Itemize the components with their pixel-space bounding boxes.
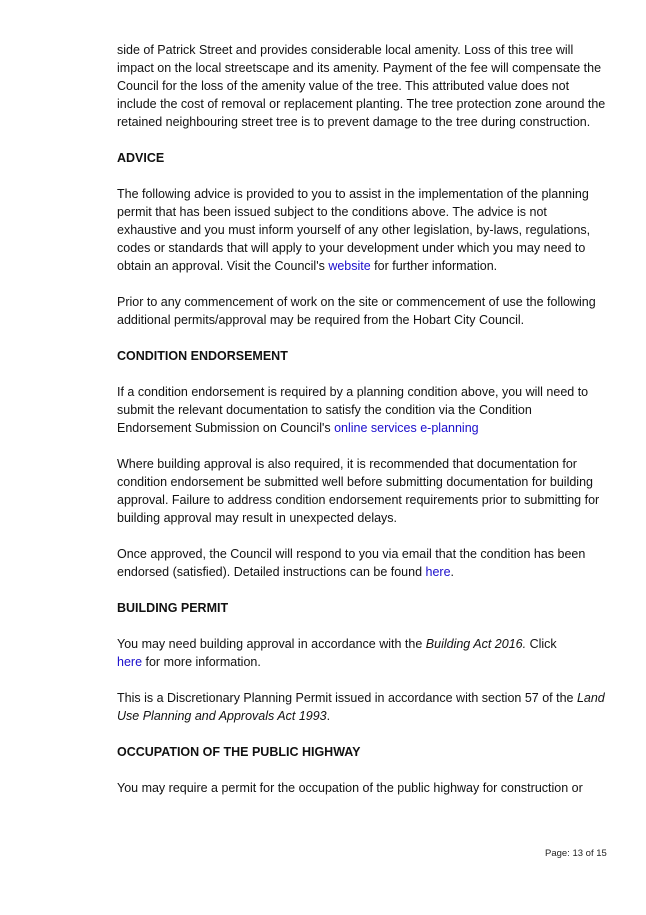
paragraph-discretionary-permit [117, 689, 607, 725]
instructions-here-link[interactable]: here [425, 565, 451, 579]
paragraph-tree-amenity: side of Patrick Street and provides considerable local amenity. Loss of this tree will impact on the local streetscape and its amenity. Payment of the fee will compensate the Council for the loss of the amenity value of the tree. This attributed value does not include the cost of removal or replacement planting. The tree protection zone around the retained neighbouring street tree is to prevent damage to the tree during construction. [117, 43, 606, 129]
building-text-1: You may need building approval in accordance with the [117, 637, 426, 651]
condition-text-3: Once approved, the Council will respond to you via email that the condition has been endorsed (satisfied). Detailed instructions can be found [117, 547, 586, 579]
paragraph-building-approval [117, 635, 607, 671]
condition-text-1: If a condition endorsement is required by a planning condition above, you will need to submit the relevant documentation to satisfy the condition via the Condition Endorsement Submission on Council's [117, 385, 589, 435]
paragraph-occupation: You may require a permit for the occupation of the public highway for construction or [117, 781, 583, 795]
advice-text-2: for further information. [370, 259, 498, 273]
paragraph-advice-permits: Prior to any commencement of work on the site or commencement of use the following additional permits/approval may be required from the Hobart City Council. [117, 295, 596, 327]
paragraph-condition-submit [117, 383, 607, 437]
building-act-title: Building Act 2016. [425, 637, 527, 651]
paragraph-condition-building: Where building approval is also required, it is recommended that documentation for condition endorsement be submitted well before submitting documentation for building approval. Failure to address condition endorsement requirements prior to submitting for building approval may result in unexpected delays. [117, 457, 600, 525]
planning-act-title: Land Use Planning and Approvals Act 1993 [117, 691, 605, 723]
online-services-link[interactable]: online services e-planning [334, 421, 479, 435]
website-link[interactable]: website [328, 259, 371, 273]
building-text-2: Click [526, 637, 557, 651]
paragraph-condition-approved [117, 545, 607, 581]
condition-text-3b: . [450, 565, 455, 579]
heading-occupation-highway: OCCUPATION OF THE PUBLIC HIGHWAY [117, 745, 361, 759]
building-text-5: . [326, 709, 331, 723]
heading-building-permit: BUILDING PERMIT [117, 601, 229, 615]
heading-condition-endorsement: CONDITION ENDORSEMENT [117, 349, 288, 363]
building-here-link[interactable]: here [117, 655, 143, 669]
paragraph-advice-intro [117, 185, 607, 275]
heading-advice: ADVICE [117, 151, 165, 165]
building-text-4: This is a Discretionary Planning Permit issued in accordance with section 57 of the [117, 691, 577, 705]
building-text-3: for more information. [142, 655, 261, 669]
advice-text-1: The following advice is provided to you to assist in the implementation of the planning permit that has been issued subject to the conditions above. The advice is not exhaustive and you must inform yourself of any other legislation, by-laws, regulations, codes or standards that will apply to your development under which you may need to obtain an approval. Visit the Council's [117, 187, 591, 273]
document-page [117, 41, 607, 815]
page-number: Page: 13 of 15 [545, 848, 607, 859]
